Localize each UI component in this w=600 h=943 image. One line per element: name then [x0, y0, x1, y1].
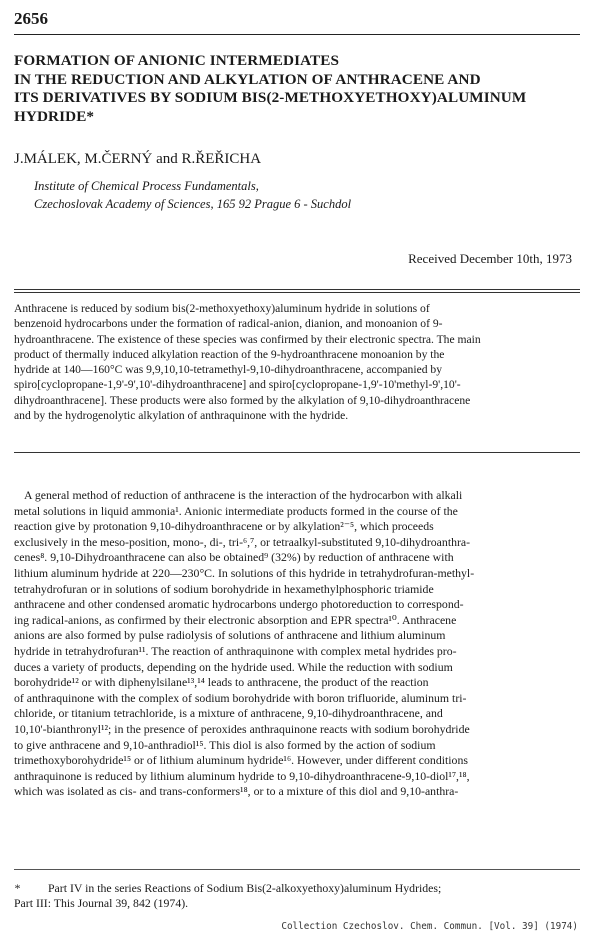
body-line: tetrahydrofuran or in solutions of sodium borohydride in hexamethylphosphoric triamide [14, 581, 434, 596]
page-number: 2656 [14, 9, 48, 28]
footnote-text: Part IV in the series Reactions of Sodium Bis(2-alkoxyethoxy)aluminum Hydrides; [48, 881, 442, 895]
abstract-line: benzenoid hydrocarbons under the formation of radical-anion, dianion, and monoanion of 9- [14, 317, 443, 331]
body-line: reaction give by protonation 9,10-dihydroanthracene or by alkylation²⁻⁵, which proceeds [14, 519, 434, 534]
abstract [14, 301, 582, 423]
abstract-rule-bottom [14, 452, 580, 453]
body-line: chloride, or titanium tetrachloride, is a mixture of anthracene, 9,10-dihydroanthracene, and [14, 706, 443, 721]
body-line: of anthraquinone with the complex of sodium borohydride with boron trifluoride, aluminum tri- [14, 690, 467, 705]
abstract-line: spiro[cyclopropane-1,9'-9',10'-dihydroanthracene] and spiro[cyclopropane-1,9'-10'methyl-9',10'- [14, 378, 461, 392]
title-line: FORMATION OF ANIONIC INTERMEDIATES [14, 52, 340, 69]
abstract-line: hydroanthracene. The existence of these species was confirmed by their electronic spectra. The main [14, 332, 481, 346]
body-line: metal solutions in liquid ammonia¹. Anionic intermediate products formed in the course of the [14, 503, 458, 518]
title-line: ITS DERIVATIVES BY SODIUM BIS(2-METHOXYETHOXY)ALUMINUM [14, 89, 527, 106]
body-text [14, 488, 582, 800]
body-line: anthracene and other condensed aromatic hydrocarbons undergo photoreduction to correspond- [14, 597, 464, 612]
footnote-line: Part III: This Journal 39, 842 (1974). [14, 896, 189, 911]
article-title [14, 52, 584, 126]
body-line: anions are also formed by pulse radiolysis of solutions of anthracene and lithium aluminum [14, 628, 446, 643]
affiliation-line: Institute of Chemical Process Fundamentals, [34, 179, 259, 193]
author-list: J.MÁLEK, M.ČERNÝ and R.ŘEŘICHA [14, 151, 262, 167]
body-line: cenes⁸. 9,10-Dihydroanthracene can also be obtained⁹ (32%) by reduction of anthracene with [14, 550, 454, 565]
body-line: 10,10'-bianthronyl¹²; in the presence of peroxides anthraquinone reacts with sodium borohydride [14, 721, 470, 736]
abstract-line: dihydroanthracene]. These products were also formed by the alkylation of 9,10-dihydroanthracene [14, 393, 471, 407]
body-line: exclusively in the meso-position, mono-, di-, tri-⁶,⁷, or tetraalkyl-substituted 9,10-dihydroanthra- [14, 534, 471, 549]
abstract-line: hydride at 140—160°C was 9,9,10,10-tetramethyl-9,10-dihydroanthracene, accompanied by [14, 363, 443, 377]
body-line: hydride in tetrahydrofuran¹¹. The reaction of anthraquinone with complex metal hydrides pro- [14, 643, 457, 658]
abstract-line: and by the hydrogenolytic alkylation of anthraquinone with the hydride. [14, 409, 349, 423]
body-line: ing radical-anions, as confirmed by their electronic absorption and EPR spectra¹⁰. Anthracene [14, 612, 457, 627]
body-line: borohydride¹² or with diphenylsilane¹³,¹⁴ leads to anthracene, the product of the reaction [14, 675, 429, 690]
footnote-marker: * [14, 881, 20, 895]
abstract-line: product of thermally induced alkylation reaction of the 9-hydroanthracene monoanion by the [14, 347, 445, 361]
body-line: which was isolated as cis- and trans-conformers¹⁸, or to a mixture of this diol and 9,10-anthra- [14, 784, 459, 799]
journal-reference: Collection Czechoslov. Chem. Commun. [Vol. 39] (1974) [281, 921, 578, 932]
body-line: duces a variety of products, depending on the hydride used. While the reduction with sodium [14, 659, 453, 674]
abstract-line: Anthracene is reduced by sodium bis(2-methoxyethoxy)aluminum hydride in solutions of [14, 302, 430, 315]
body-line: A general method of reduction of anthracene is the interaction of the hydrocarbon with alkali [24, 488, 463, 502]
abstract-rule-top-2 [14, 292, 580, 293]
received-date: Received December 10th, 1973 [408, 251, 572, 266]
affiliation-line: Czechoslovak Academy of Sciences, 165 92 Prague 6 - Suchdol [34, 197, 352, 211]
header-rule [14, 34, 580, 35]
title-line: HYDRIDE* [14, 107, 95, 125]
body-line: lithium aluminum hydride at 220—230°C. In solutions of this hydride in tetrahydrofuran-methyl- [14, 565, 475, 580]
body-line: anthraquinone is reduced by lithium aluminum hydride to 9,10-dihydroanthracene-9,10-diol¹⁷,¹⁸, [14, 768, 470, 783]
body-line: to give anthracene and 9,10-anthradiol¹⁵. This diol is also formed by the action of sodium [14, 737, 436, 752]
title-line: IN THE REDUCTION AND ALKYLATION OF ANTHRACENE AND [14, 70, 481, 88]
footnote-rule [14, 869, 580, 870]
footnote-line [14, 881, 582, 896]
affiliation [34, 177, 351, 213]
abstract-rule-top [14, 289, 580, 290]
body-line: trimethoxyborohydride¹⁵ or of lithium aluminum hydride¹⁶. However, under different conditions [14, 753, 468, 768]
footnote [14, 881, 582, 912]
